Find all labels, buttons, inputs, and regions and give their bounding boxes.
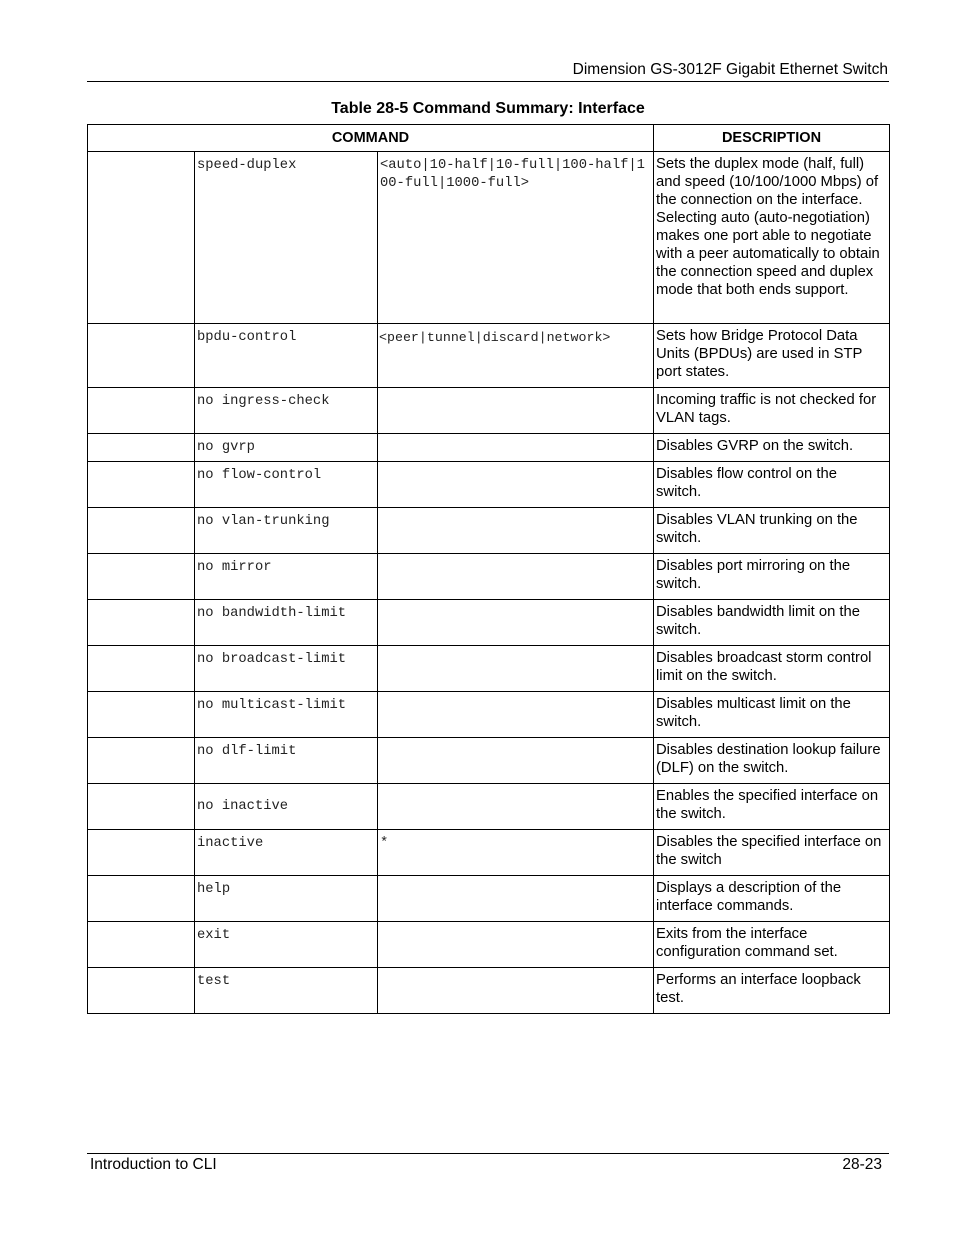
description-cell: Disables the specified interface on the switch — [654, 830, 890, 876]
argument-cell — [378, 388, 654, 434]
command-cell: no dlf-limit — [195, 738, 378, 784]
blank-cell — [88, 738, 195, 784]
command-cell: no multicast-limit — [195, 692, 378, 738]
description-cell: Disables flow control on the switch. — [654, 462, 890, 508]
table-row — [88, 324, 890, 388]
table-row — [88, 434, 890, 462]
blank-cell — [88, 462, 195, 508]
description-cell: Sets how Bridge Protocol Data Units (BPDUs) are used in STP port states. — [654, 324, 890, 388]
command-cell: no bandwidth-limit — [195, 600, 378, 646]
argument-cell — [378, 508, 654, 554]
footer-rule — [87, 1153, 889, 1154]
table-row — [88, 646, 890, 692]
footer-section-title: Introduction to CLI — [90, 1156, 217, 1173]
command-cell: help — [195, 876, 378, 922]
running-header: Dimension GS-3012F Gigabit Ethernet Switch — [572, 61, 888, 78]
command-summary-table — [87, 124, 890, 1014]
description-cell: Disables destination lookup failure (DLF) on the switch. — [654, 738, 890, 784]
description-cell: Displays a description of the interface commands. — [654, 876, 890, 922]
command-cell: no inactive — [195, 784, 378, 830]
command-cell: no flow-control — [195, 462, 378, 508]
column-header-command: COMMAND — [88, 125, 654, 152]
description-cell: Disables port mirroring on the switch. — [654, 554, 890, 600]
argument-cell — [378, 646, 654, 692]
description-cell: Sets the duplex mode (half, full) and speed (10/100/1000 Mbps) of the connection on the interface. Selecting auto (auto-negotiation) makes one port able to negotiate with a peer automatically to obtain the connection speed and duplex mode that both ends support. — [654, 152, 890, 324]
blank-cell — [88, 324, 195, 388]
blank-cell — [88, 692, 195, 738]
argument-cell — [378, 738, 654, 784]
description-cell: Enables the specified interface on the switch. — [654, 784, 890, 830]
blank-cell — [88, 876, 195, 922]
table-row — [88, 388, 890, 434]
blank-cell — [88, 152, 195, 324]
command-cell: bpdu-control — [195, 324, 378, 388]
argument-cell: <auto|10-half|10-full|100-half|100-full|1000-full> — [378, 152, 654, 324]
table-row — [88, 738, 890, 784]
argument-cell — [378, 784, 654, 830]
argument-cell — [378, 554, 654, 600]
table-row — [88, 922, 890, 968]
description-cell: Exits from the interface configuration command set. — [654, 922, 890, 968]
argument-cell — [378, 876, 654, 922]
argument-cell — [378, 434, 654, 462]
argument-cell: * — [378, 830, 654, 876]
command-cell: no gvrp — [195, 434, 378, 462]
table-row — [88, 968, 890, 1014]
description-cell: Disables broadcast storm control limit on the switch. — [654, 646, 890, 692]
header-rule — [87, 81, 889, 82]
description-cell: Disables multicast limit on the switch. — [654, 692, 890, 738]
blank-cell — [88, 646, 195, 692]
blank-cell — [88, 784, 195, 830]
table-row — [88, 692, 890, 738]
table-row — [88, 462, 890, 508]
description-cell: Performs an interface loopback test. — [654, 968, 890, 1014]
blank-cell — [88, 968, 195, 1014]
blank-cell — [88, 554, 195, 600]
command-cell: inactive — [195, 830, 378, 876]
table-row — [88, 600, 890, 646]
table-row — [88, 152, 890, 324]
blank-cell — [88, 922, 195, 968]
command-cell: no mirror — [195, 554, 378, 600]
argument-cell — [378, 692, 654, 738]
table-caption: Table 28-5 Command Summary: Interface — [331, 100, 645, 117]
argument-cell — [378, 968, 654, 1014]
description-cell: Disables bandwidth limit on the switch. — [654, 600, 890, 646]
command-cell: speed-duplex — [195, 152, 378, 324]
command-cell: no vlan-trunking — [195, 508, 378, 554]
page-number: 28-23 — [842, 1156, 882, 1173]
description-cell: Disables GVRP on the switch. — [654, 434, 890, 462]
command-cell: exit — [195, 922, 378, 968]
blank-cell — [88, 434, 195, 462]
argument-cell — [378, 600, 654, 646]
blank-cell — [88, 830, 195, 876]
table-row — [88, 508, 890, 554]
table-row — [88, 830, 890, 876]
blank-cell — [88, 600, 195, 646]
table-row — [88, 784, 890, 830]
blank-cell — [88, 388, 195, 434]
table-row — [88, 554, 890, 600]
column-header-description: DESCRIPTION — [654, 125, 890, 152]
command-cell: no ingress-check — [195, 388, 378, 434]
command-cell: no broadcast-limit — [195, 646, 378, 692]
argument-cell — [378, 462, 654, 508]
argument-cell: <peer|tunnel|discard|network> — [378, 324, 654, 388]
table-row — [88, 876, 890, 922]
description-cell: Incoming traffic is not checked for VLAN tags. — [654, 388, 890, 434]
argument-cell — [378, 922, 654, 968]
table-header-row — [88, 125, 890, 152]
description-cell: Disables VLAN trunking on the switch. — [654, 508, 890, 554]
command-cell: test — [195, 968, 378, 1014]
blank-cell — [88, 508, 195, 554]
